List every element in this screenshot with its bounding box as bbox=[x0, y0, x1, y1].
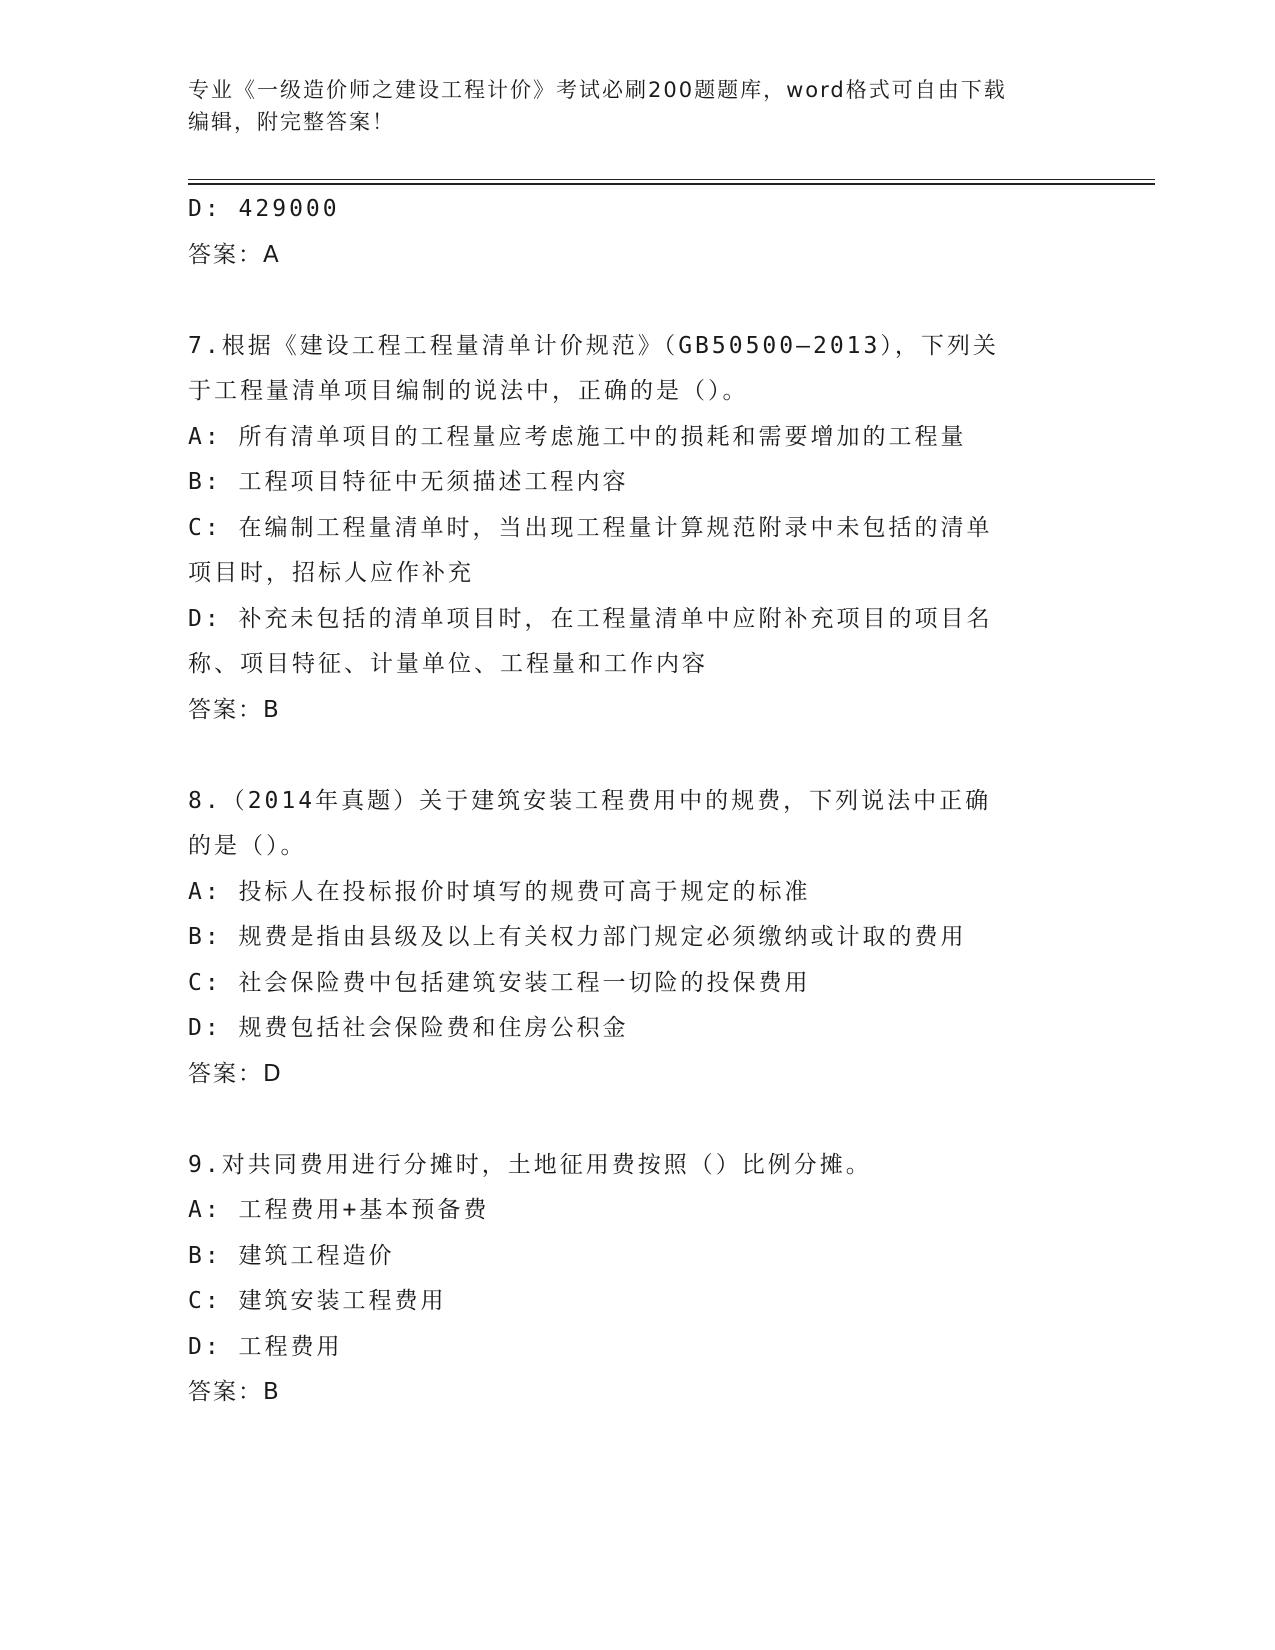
option-b: B: 建筑工程造价 bbox=[188, 1242, 395, 1269]
answer: 答案：B bbox=[188, 696, 281, 723]
option-c: C: 建筑安装工程费用 bbox=[188, 1288, 447, 1314]
question-content bbox=[188, 187, 1088, 1416]
option-d: D: 补充未包括的清单项目时，在工程量清单中应附补充项目的项目名 bbox=[188, 605, 993, 632]
question-stem: 9.对共同费用进行分摊时，土地征用费按照（）比例分摊。 bbox=[188, 1151, 872, 1178]
spacer bbox=[188, 1097, 1088, 1143]
option-a: A: 工程费用+基本预备费 bbox=[188, 1197, 490, 1223]
question-7 bbox=[188, 324, 1088, 734]
question-9 bbox=[188, 1143, 1088, 1416]
header-divider-thick bbox=[188, 183, 1155, 185]
spacer bbox=[188, 733, 1088, 779]
option-d-cont: 称、项目特征、计量单位、工程量和工作内容 bbox=[188, 651, 708, 677]
option-a: A: 所有清单项目的工程量应考虑施工中的损耗和需要增加的工程量 bbox=[188, 423, 967, 450]
answer: 答案：B bbox=[188, 1379, 281, 1405]
option-d: D: 规费包括社会保险费和住房公积金 bbox=[188, 1015, 629, 1041]
option-c-cont: 项目时，招标人应作补充 bbox=[188, 560, 474, 586]
option-d: D: 工程费用 bbox=[188, 1333, 343, 1360]
header-divider-thin bbox=[188, 179, 1155, 180]
question-stem: 8.（2014年真题）关于建筑安装工程费用中的规费，下列说法中正确 bbox=[188, 787, 992, 814]
page-header bbox=[188, 74, 1088, 138]
header-line-1: 专业《一级造价师之建设工程计价》考试必刷200题题库，word格式可自由下载 bbox=[188, 78, 1007, 102]
prev-answer: 答案：A bbox=[188, 241, 281, 268]
spacer bbox=[188, 278, 1088, 324]
header-line-2: 编辑，附完整答案！ bbox=[188, 110, 395, 134]
question-stem: 的是（）。 bbox=[188, 833, 307, 859]
option-b: B: 工程项目特征中无须描述工程内容 bbox=[188, 469, 629, 495]
question-stem: 于工程量清单项目编制的说法中，正确的是（）。 bbox=[188, 378, 749, 404]
option-a: A: 投标人在投标报价时填写的规费可高于规定的标准 bbox=[188, 878, 811, 905]
question-stem: 7.根据《建设工程工程量清单计价规范》（GB50500—2013），下列关 bbox=[188, 332, 999, 359]
option-c: C: 社会保险费中包括建筑安装工程一切险的投保费用 bbox=[188, 969, 811, 996]
option-c: C: 在编制工程量清单时，当出现工程量计算规范附录中未包括的清单 bbox=[188, 514, 993, 541]
prev-option-d: D: 429000 bbox=[188, 196, 340, 222]
answer: 答案：D bbox=[188, 1060, 283, 1087]
question-8 bbox=[188, 779, 1088, 1098]
option-b: B: 规费是指由县级及以上有关权力部门规定必须缴纳或计取的费用 bbox=[188, 924, 967, 950]
